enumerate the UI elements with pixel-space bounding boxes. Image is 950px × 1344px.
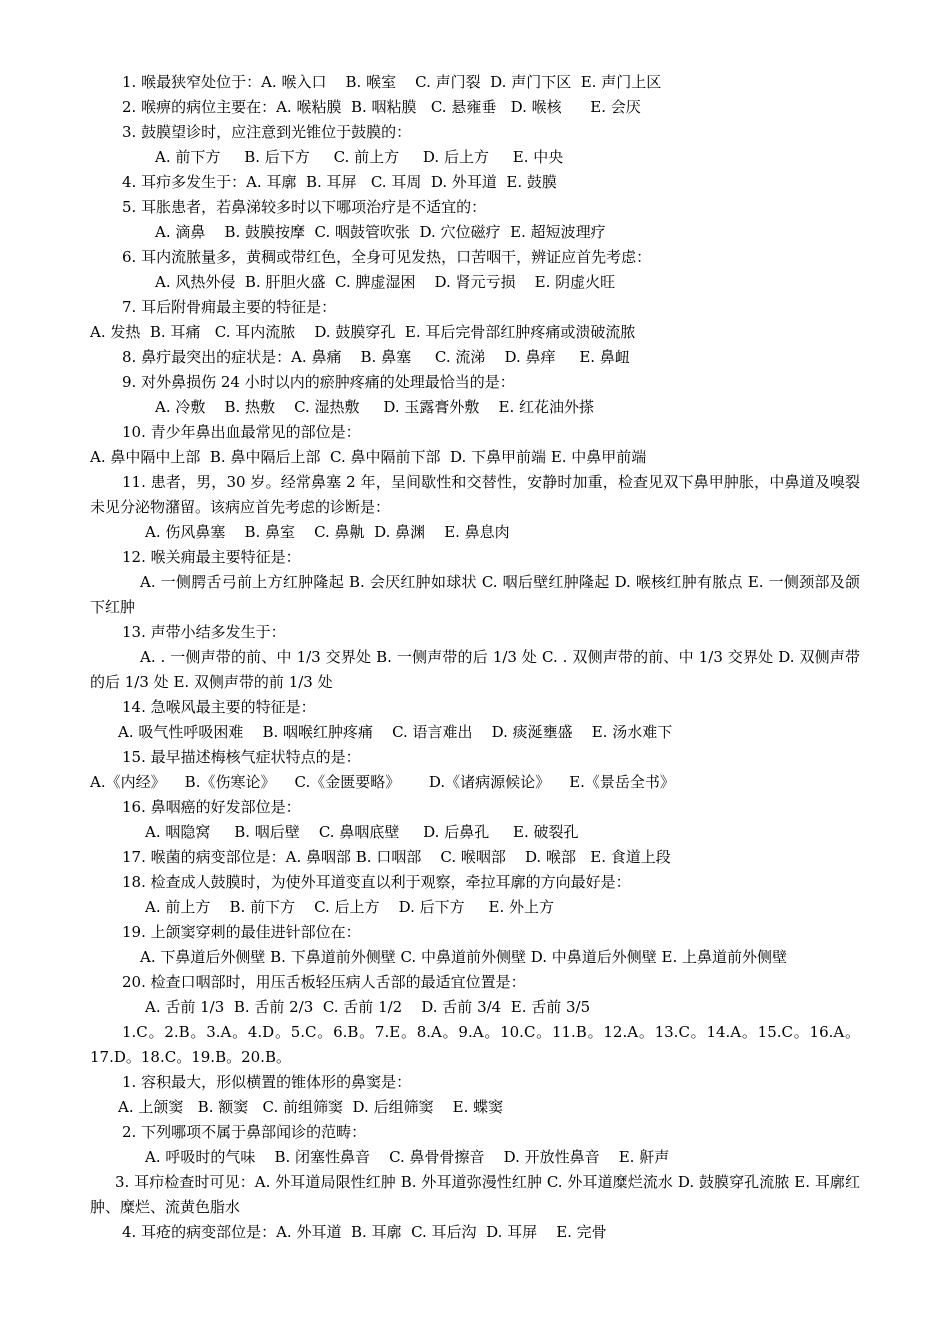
- question-11: 11. 患者，男，30 岁。经常鼻塞 2 年，呈间歇性和交替性，安静时加重，检查见双下鼻甲肿胀，中鼻道及嗅裂未见分泌物潴留。该病应首先考虑的诊断是：: [90, 473, 860, 516]
- options-10: A. 鼻中隔中上部 B. 鼻中隔后上部 C. 鼻中隔前下部 D. 下鼻甲前端 E. 中鼻甲前端: [90, 448, 647, 466]
- options-5: A. 滴鼻 B. 鼓膜按摩 C. 咽鼓管吹张 D. 穴位磁疗 E. 超短波理疗: [155, 223, 606, 241]
- options-6: A. 风热外侵 B. 肝胆火盛 C. 脾虚湿困 D. 肾元亏损 E. 阴虚火旺: [155, 273, 616, 291]
- question-b1: 1. 容积最大，形似横置的锥体形的鼻窦是：: [122, 1073, 412, 1091]
- options-20: A. 舌前 1/3 B. 舌前 2/3 C. 舌前 1/2 D. 舌前 3/4 E. 舌前 3/5: [145, 998, 591, 1016]
- question-7: 7. 耳后附骨痈最主要的特征是：: [122, 298, 337, 316]
- question-16: 16. 鼻咽癌的好发部位是：: [122, 798, 301, 816]
- question-18: 18. 检查成人鼓膜时，为使外耳道变直以利于观察，牵拉耳廓的方向最好是：: [122, 873, 631, 891]
- question-14: 14. 急喉风最主要的特征是：: [122, 698, 316, 716]
- question-15: 15. 最早描述梅核气症状特点的是：: [122, 748, 361, 766]
- question-4: 4. 耳疖多发生于：A. 耳廓 B. 耳屏 C. 耳周 D. 外耳道 E. 鼓膜: [122, 173, 557, 191]
- question-2: 2. 喉痹的病位主要在：A. 喉粘膜 B. 咽粘膜 C. 悬雍垂 D. 喉核 E. 会厌: [122, 98, 641, 116]
- question-b2: 2. 下列哪项不属于鼻部闻诊的范畴：: [122, 1123, 367, 1141]
- question-17: 17. 喉菌的病变部位是：A. 鼻咽部 B. 口咽部 C. 喉咽部 D. 喉部 E. 食道上段: [122, 848, 671, 866]
- question-1: 1. 喉最狭窄处位于：A. 喉入口 B. 喉室 C. 声门裂 D. 声门下区 E. 声门上区: [122, 73, 662, 91]
- question-6: 6. 耳内流脓量多，黄稠或带红色，全身可见发热，口苦咽干，辨证应首先考虑：: [122, 248, 652, 266]
- options-19: A. 下鼻道后外侧壁 B. 下鼻道前外侧壁 C. 中鼻道前外侧壁 D. 中鼻道后外侧壁 E. 上鼻道前外侧壁: [140, 948, 787, 966]
- options-14: A. 吸气性呼吸困难 B. 咽喉红肿疼痛 C. 语言难出 D. 痰涎壅盛 E. 汤水难下: [118, 723, 673, 741]
- question-13: 13. 声带小结多发生于：: [122, 623, 286, 641]
- question-b3: 3. 耳疖检查时可见：A. 外耳道局限性红肿 B. 外耳道弥漫性红肿 C. 外耳道糜烂流水 D. 鼓膜穿孔流脓 E. 耳廓红肿、糜烂、流黄色脂水: [90, 1173, 860, 1216]
- options-7: A. 发热 B. 耳痛 C. 耳内流脓 D. 鼓膜穿孔 E. 耳后完骨部红肿疼痛或溃破流脓: [90, 323, 636, 341]
- options-16: A. 咽隐窝 B. 咽后壁 C. 鼻咽底壁 D. 后鼻孔 E. 破裂孔: [145, 823, 579, 841]
- question-9: 9. 对外鼻损伤 24 小时以内的瘀肿疼痛的处理最恰当的是：: [122, 373, 515, 391]
- question-3: 3. 鼓膜望诊时，应注意到光锥位于鼓膜的：: [122, 123, 412, 141]
- question-20: 20. 检查口咽部时，用压舌板轻压病人舌部的最适宜位置是：: [122, 973, 526, 991]
- options-18: A. 前上方 B. 前下方 C. 后上方 D. 后下方 E. 外上方: [145, 898, 554, 916]
- answer-key: 1.C。2.B。3.A。4.D。5.C。6.B。7.E。8.A。9.A。10.C。11.B。12.A。13.C。14.A。15.C。16.A。17.D。18.C。19.B。20.B。: [90, 1023, 860, 1066]
- question-8: 8. 鼻疔最突出的症状是：A. 鼻痛 B. 鼻塞 C. 流涕 D. 鼻痒 E. 鼻衄: [122, 348, 630, 366]
- question-b4: 4. 耳疮的病变部位是：A. 外耳道 B. 耳廓 C. 耳后沟 D. 耳屏 E. 完骨: [122, 1223, 607, 1241]
- options-3: A. 前下方 B. 后下方 C. 前上方 D. 后上方 E. 中央: [155, 148, 564, 166]
- options-13: A. . 一侧声带的前、中 1/3 交界处 B. 一侧声带的后 1/3 处 C. . 双侧声带的前、中 1/3 交界处 D. 双侧声带的后 1/3 处 E. 双侧声带的前 1/3 处: [90, 648, 860, 691]
- question-19: 19. 上颌窦穿刺的最佳进针部位在：: [122, 923, 361, 941]
- question-12: 12. 喉关痈最主要特征是：: [122, 548, 301, 566]
- document-page: [0, 70, 950, 1245]
- options-15: A.《内经》 B.《伤寒论》 C.《金匮要略》 D.《诸病源候论》 E.《景岳全书》: [90, 773, 675, 791]
- options-9: A. 冷敷 B. 热敷 C. 湿热敷 D. 玉露膏外敷 E. 红花油外搽: [155, 398, 594, 416]
- options-12: A. 一侧腭舌弓前上方红肿隆起 B. 会厌红肿如球状 C. 咽后壁红肿隆起 D. 喉核红肿有脓点 E. 一侧颈部及颌下红肿: [90, 573, 860, 616]
- options-b1: A. 上颌窦 B. 额窦 C. 前组筛窦 D. 后组筛窦 E. 蝶窦: [118, 1098, 504, 1116]
- options-b2: A. 呼吸时的气味 B. 闭塞性鼻音 C. 鼻骨骨擦音 D. 开放性鼻音 E. 鼾声: [145, 1148, 670, 1166]
- options-11: A. 伤风鼻塞 B. 鼻室 C. 鼻鼽 D. 鼻渊 E. 鼻息肉: [145, 523, 510, 541]
- question-5: 5. 耳胀患者，若鼻涕较多时以下哪项治疗是不适宜的：: [122, 198, 487, 216]
- question-10: 10. 青少年鼻出血最常见的部位是：: [122, 423, 361, 441]
